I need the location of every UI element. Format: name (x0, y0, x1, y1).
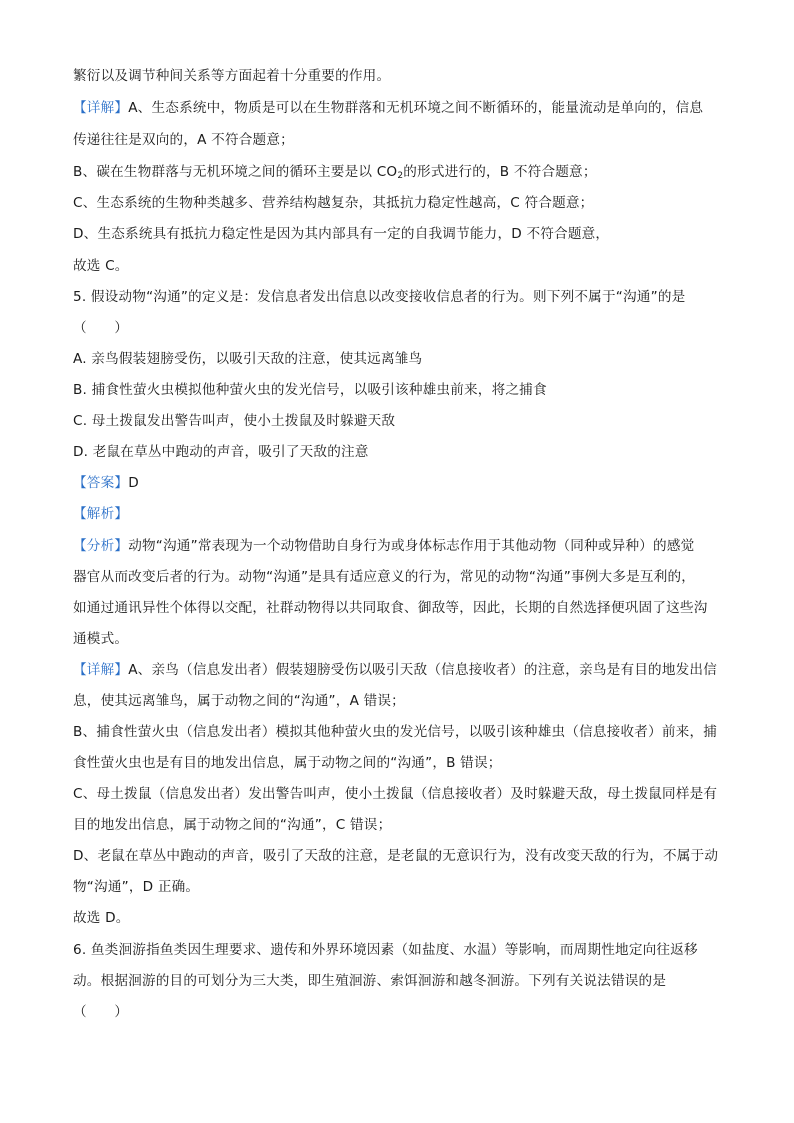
detail-line (73, 98, 733, 118)
question-5-stem: 5. 假设动物“沟通”的定义是：发信息者发出信息以改变接收信息者的行为。则下列不属于“沟通”的是 (73, 289, 686, 305)
detail-line (73, 660, 733, 680)
text-line: D、生态系统具有抵抗力稳定性是因为其内部具有一定的自我调节能力，D 不符合题意， (73, 226, 610, 242)
text-line: D、老鼠在草丛中跑动的声音，吸引了天敌的注意，是老鼠的无意识行为，没有改变天敌的行为，不属于动 (73, 848, 719, 864)
line-text: 的形式进行的，B 不符合题意； (403, 164, 597, 180)
answer-blank: （ ） (73, 1004, 129, 1020)
option-d: D. 老鼠在草丛中跑动的声音，吸引了天敌的注意 (73, 444, 369, 460)
line-text: A、生态系统中，物质是可以在生物群落和无机环境之间不断循环的，能量流动是单向的，信息 (128, 100, 704, 116)
text-line: 动。根据洄游的目的可划分为三大类，即生殖洄游、索饵洄游和越冬洄游。下列有关说法错误的是 (73, 973, 667, 989)
text-line: 通模式。 (73, 631, 129, 647)
text-line: 息，使其远离雏鸟，属于动物之间的“沟通”，A 错误； (73, 693, 405, 709)
text-line: 传递往往是双向的，A 不符合题意； (73, 132, 294, 148)
answer-blank: （ ） (73, 320, 129, 336)
option-a: A. 亲鸟假装翅膀受伤，以吸引天敌的注意，使其远离雏鸟 (73, 351, 423, 367)
text-line: 器官从而改变后者的行为。动物“沟通”是具有适应意义的行为，常见的动物“沟通”事例大多是互利的， (73, 569, 696, 585)
text-line-co2 (73, 162, 733, 182)
text-line: 故选 D。 (73, 910, 130, 926)
line-text: 动物“沟通”常表现为一个动物借助自身行为或身体标志作用于其他动物（同种或异种）的感觉 (128, 538, 695, 554)
subscript-2: 2 (397, 171, 404, 181)
question-6-stem: 6. 鱼类洄游指鱼类因生理要求、遗传和外界环境因素（如盐度、水温）等影响，而周期性地定向往返移 (73, 942, 698, 958)
detail-tag: 【详解】 (73, 100, 129, 116)
text-line: 物“沟通”，D 正确。 (73, 879, 200, 895)
text-line: 繁衍以及调节种间关系等方面起着十分重要的作用。 (73, 68, 391, 84)
text-line: 食性萤火虫也是有目的地发出信息，属于动物之间的“沟通”，B 错误； (73, 755, 502, 771)
analysis-line (73, 536, 733, 556)
text-line: 如通过通讯异性个体得以交配，社群动物得以共同取食、御敌等，因此，长期的自然选择便巩固了这些沟 (73, 600, 708, 616)
answer-value: D (128, 475, 139, 491)
line-text: B、碳在生物群落与无机环境之间的循环主要是以 CO (73, 164, 398, 180)
option-b: B. 捕食性萤火虫模拟他种萤火虫的发光信号，以吸引该种雄虫前来，将之捕食 (73, 382, 547, 398)
text-line: 目的地发出信息，属于动物之间的“沟通”，C 错误； (73, 817, 392, 833)
analysis-sub-tag: 【分析】 (73, 538, 129, 554)
line-text: A、亲鸟（信息发出者）假装翅膀受伤以吸引天敌（信息接收者）的注意，亲鸟是有目的地发出信 (128, 662, 718, 678)
option-c: C. 母土拨鼠发出警告叫声，使小土拨鼠及时躲避天敌 (73, 413, 396, 429)
analysis-heading (73, 504, 733, 524)
text-line: C、生态系统的生物种类越多、营养结构越复杂，其抵抗力稳定性越高，C 符合题意； (73, 195, 594, 211)
analysis-tag: 【解析】 (73, 506, 129, 522)
text-line: B、捕食性萤火虫（信息发出者）模拟其他种萤火虫的发光信号，以吸引该种雄虫（信息接收者）前来，捕 (73, 724, 718, 740)
detail-tag: 【详解】 (73, 662, 129, 678)
answer-line (73, 473, 733, 493)
text-line: C、母土拨鼠（信息发出者）发出警告叫声，使小土拨鼠（信息接收者）及时躲避天敌，母土拨鼠同样是有 (73, 786, 718, 802)
text-line: 故选 C。 (73, 258, 129, 274)
answer-tag: 【答案】 (73, 475, 129, 491)
